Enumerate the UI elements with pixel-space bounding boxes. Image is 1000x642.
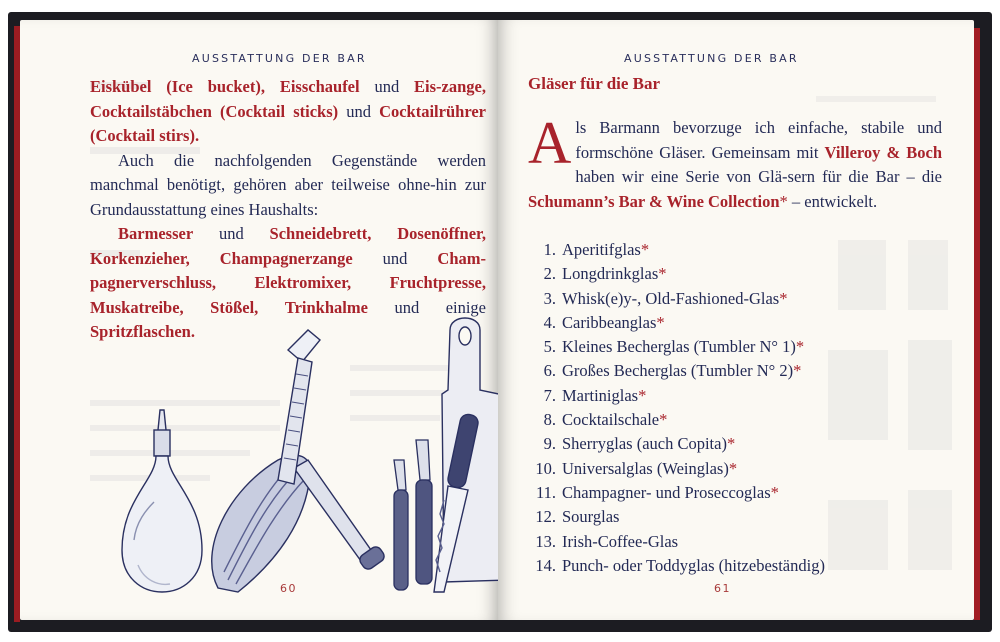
juicer-icon [212,455,387,592]
glass-list-item [528,432,948,456]
highlighted-term: Schneidebrett, Dosenöffner, Korkenzieher, Champagnerzange [90,224,486,268]
glass-name: Aperitifglas [562,240,641,259]
glass-list-item [528,408,948,432]
list-number: 7. [543,385,556,405]
glass-list [528,238,948,578]
glass-name: Whisk(e)y-, Old-Fashioned-Glas [562,288,780,308]
list-number: 9. [543,434,556,454]
left-body-text [90,75,486,345]
glass-name: Longdrinkglas [562,264,659,284]
list-number: 14. [535,555,556,575]
glass-list-item [528,287,948,311]
intro-paragraph [528,110,943,214]
running-head: AUSSTATTUNG DER BAR [624,52,799,65]
glass-name: Champagner- und Proseccoglas [562,482,771,502]
list-number: 8. [543,410,556,430]
glass-list-item [528,238,948,262]
glass-name: Großes Becherglas (Tumbler N° 2) [562,361,794,381]
asterisk-marker: * [726,434,736,454]
glass-list-item [528,262,948,286]
glass-list-item [528,335,948,359]
text-run: und [193,224,270,243]
glass-list-item [528,457,948,481]
text-run: und [352,248,438,268]
intro-text [528,110,943,211]
bar-tools-illustration [98,310,498,610]
highlighted-term: Cocktailrührer (Cocktail stirs). [90,101,486,145]
text-run: * [779,191,788,211]
asterisk-marker: * [659,410,668,430]
glass-list-item [528,311,948,335]
page-number: 61 [714,582,731,595]
highlighted-term: Eis-zange, Cocktailstäbchen (Cocktail sticks) [90,77,486,121]
asterisk-marker: * [640,240,650,259]
glass-name: Martiniglas [562,385,639,405]
running-head: AUSSTATTUNG DER BAR [192,52,367,65]
list-number: 11. [535,482,556,502]
glass-name: Sherryglas (auch Copita) [562,434,727,454]
glass-name: Caribbeanglas [562,312,657,332]
list-number: 10. [535,458,556,478]
glass-list-item [528,359,948,383]
highlighted-term: Cham-pagnerverschluss, Elektromixer, Fruchtpresse, Muskatreibe, Stößel, [90,248,486,317]
drop-cap: A [528,110,572,176]
list-number: 3. [543,288,556,308]
text-run: ls Barmann bevorzuge ich einfache, stabile und formschöne Gläser. Gemeinsam mit [575,118,942,162]
asterisk-marker: * [728,458,738,478]
glass-name: Irish-Coffee-Glas [562,531,679,551]
glass-list-item [528,384,948,408]
text-run: und einige [367,297,487,317]
list-number: 12. [535,507,556,527]
glass-name: Universalglas (Weinglas) [562,458,729,478]
page-number: 60 [280,582,297,595]
highlighted-term: Spritzflaschen. [90,322,195,341]
list-number: 4. [543,312,556,332]
asterisk-marker: * [793,361,802,381]
highlighted-term: Barmesser [118,224,194,243]
list-number: 5. [543,337,556,357]
glass-name: Sourglas [562,507,620,527]
highlighted-term: Trinkhalme [284,297,368,317]
paragraph-intro: Auch die nachfolgenden Gegenstände werden manchmal benötigt, gehören aber teilweise ohne-hin zur Grundausstattung eines Haushalts: [90,150,486,219]
glass-name: Punch- oder Toddyglas (hitzebeständig) [562,555,825,575]
text-run: haben wir eine Serie von Glä-sern für die Bar – die [575,167,942,186]
list-number: 1. [543,240,556,259]
glass-list-item [528,530,948,554]
list-number: 6. [543,361,556,381]
asterisk-marker: * [658,264,667,284]
glass-list-item [528,481,948,505]
left-page [20,20,498,620]
glass-list-item [528,554,948,578]
glass-name: Cocktailschale [562,410,660,430]
list-number: 2. [543,264,556,284]
text-run: und [359,77,415,96]
bar-tool-icon [394,440,432,590]
asterisk-marker: * [779,288,788,308]
asterisk-marker: * [770,482,779,502]
section-heading: Gläser für die Bar [528,74,661,93]
highlighted-term: Schumann’s Bar & Wine Collection [528,191,780,211]
right-page [498,20,974,620]
glass-list-item [528,505,948,529]
text-run: – entwickelt. [787,191,878,211]
asterisk-marker: * [795,337,805,357]
highlighted-term: Eiskübel (Ice bucket), Eisschaufel [90,77,360,96]
bottle-icon [122,410,202,592]
highlighted-term: Villeroy & Boch [824,142,943,162]
glass-name: Kleines Becherglas (Tumbler N° 1) [562,337,796,357]
asterisk-marker: * [638,385,647,405]
text-run: und [338,101,380,121]
list-number: 13. [535,531,556,551]
paragraph-tools [90,75,486,149]
asterisk-marker: * [656,312,665,332]
cover-edge-right [974,28,980,620]
